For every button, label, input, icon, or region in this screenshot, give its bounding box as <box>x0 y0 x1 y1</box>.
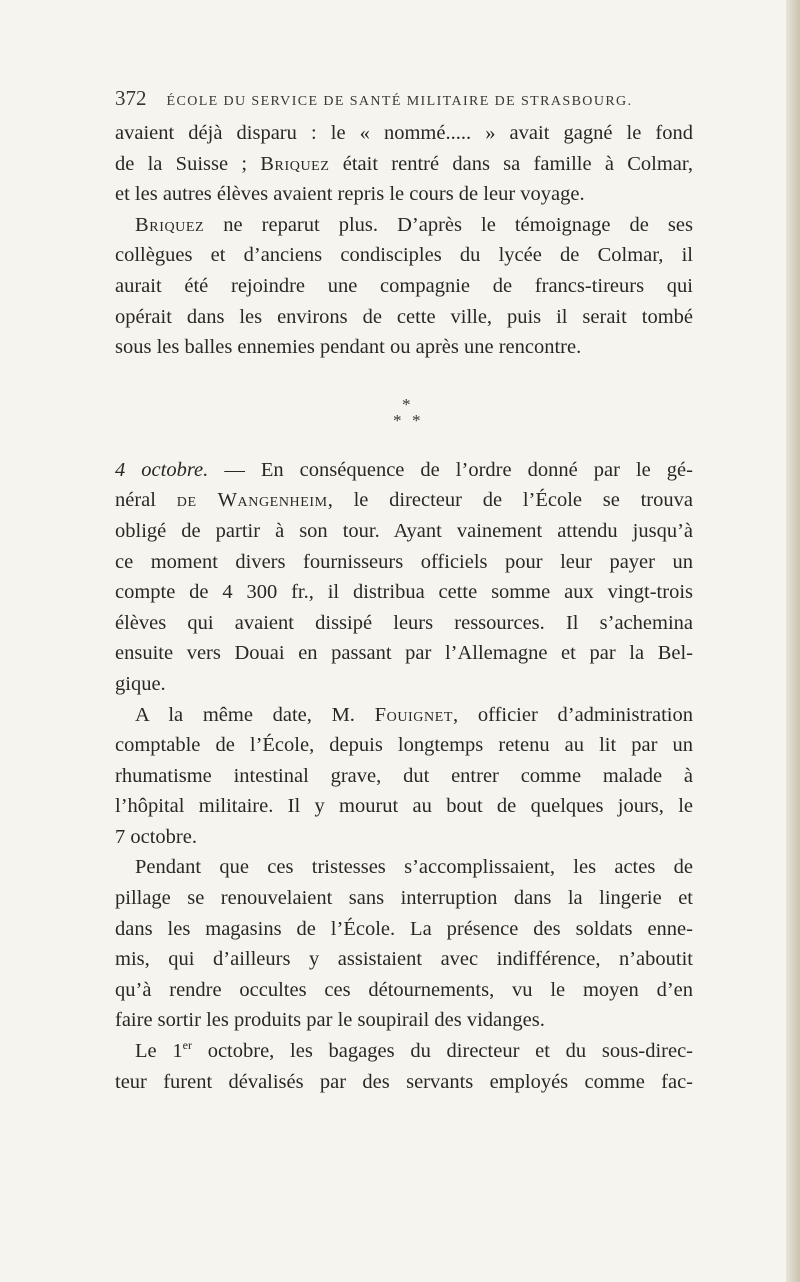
asterism-star: * <box>393 410 402 430</box>
text-line: Le 1er octobre, les bagages du directeur et du sous-direc- <box>135 1038 694 1063</box>
text-line: de la Suisse ; Briquez était rentré dans sa famille à Colmar, <box>115 152 693 175</box>
text-line: sous les balles ennemies pendant ou après une rencontre. <box>115 336 582 359</box>
page-number: 372 <box>115 86 147 110</box>
text-line: teur furent dévalisés par des servants employés comme fac- <box>115 1070 693 1093</box>
paragraph-1 <box>115 118 693 210</box>
text-line: néral de Wangenheim, le directeur de l’École se trouva <box>115 489 693 512</box>
text-line: dans les magasins de l’École. La présence des soldats enne- <box>115 917 693 940</box>
text-line: pillage se renouvelaient sans interruption dans la lingerie et <box>115 887 693 910</box>
text-line: qu’à rendre occultes ces détournements, vu le moyen d’en <box>115 978 693 1001</box>
text-line: A la même date, M. Fouignet, officier d’administration <box>135 703 693 726</box>
text-line: collègues et d’anciens condisciples du lycée de Colmar, il <box>115 244 693 267</box>
paragraph-2 <box>115 210 693 363</box>
text-line: 4 octobre. — En conséquence de l’ordre donné par le gé- <box>115 458 693 481</box>
text-line: l’hôpital militaire. Il y mourut au bout de quelques jours, le <box>115 795 693 818</box>
text-line: ce moment divers fournisseurs officiels pour leur payer un <box>115 550 693 573</box>
text-line: aurait été rejoindre une compagnie de francs-tireurs qui <box>115 274 693 297</box>
asterism-star: * <box>402 394 411 414</box>
text-line: rhumatisme intestinal grave, dut entrer comme malade à <box>115 764 693 787</box>
asterism-star: * <box>412 410 421 430</box>
paragraph-4 <box>115 700 693 853</box>
ordinal-superscript: er <box>182 1038 192 1053</box>
running-head <box>115 86 693 118</box>
text-line: comptable de l’École, depuis longtemps retenu au lit par un <box>115 734 693 757</box>
person-name: Briquez <box>260 152 330 175</box>
text-line: faire sortir les produits par le soupirail des vidanges. <box>115 1009 545 1032</box>
paragraph-3 <box>115 455 693 700</box>
text-line: mis, qui d’ailleurs y assistaient avec indifférence, n’aboutit <box>115 948 693 971</box>
date-heading: 4 octobre. <box>115 458 209 481</box>
person-name: Fouignet <box>374 703 454 726</box>
text-line: ensuite vers Douai en passant par l’Allemagne et par la Bel- <box>115 642 693 665</box>
section-separator <box>115 363 693 455</box>
person-name: de Wangenheim <box>176 489 328 512</box>
running-head-title: ÉCOLE DU SERVICE DE SANTÉ MILITAIRE DE STRASBOURG. <box>166 94 633 109</box>
text-line: compte de 4 300 fr., il distribua cette somme aux vingt-trois <box>115 581 693 604</box>
person-name: Briquez <box>135 213 205 236</box>
text-line: gique. <box>115 672 166 695</box>
page-text <box>115 86 693 1097</box>
text-line: obligé de partir à son tour. Ayant vainement attendu jusqu’à <box>115 519 693 542</box>
text-line: opérait dans les environs de cette ville, puis il serait tombé <box>115 305 693 328</box>
text-line: Pendant que ces tristesses s’accomplissaient, les actes de <box>135 856 693 879</box>
paragraph-5 <box>115 852 693 1036</box>
text-line: élèves qui avaient dissipé leurs ressources. Il s’achemina <box>115 611 693 634</box>
paragraph-6 <box>115 1036 693 1097</box>
text-line: Briquez ne reparut plus. D’après le témoignage de ses <box>135 213 693 236</box>
text-line: avaient déjà disparu : le « nommé..... » avait gagné le fond <box>115 122 693 144</box>
text-line: et les autres élèves avaient repris le cours de leur voyage. <box>115 183 585 206</box>
page-edge <box>786 0 800 1282</box>
text-line: 7 octobre. <box>115 825 197 848</box>
